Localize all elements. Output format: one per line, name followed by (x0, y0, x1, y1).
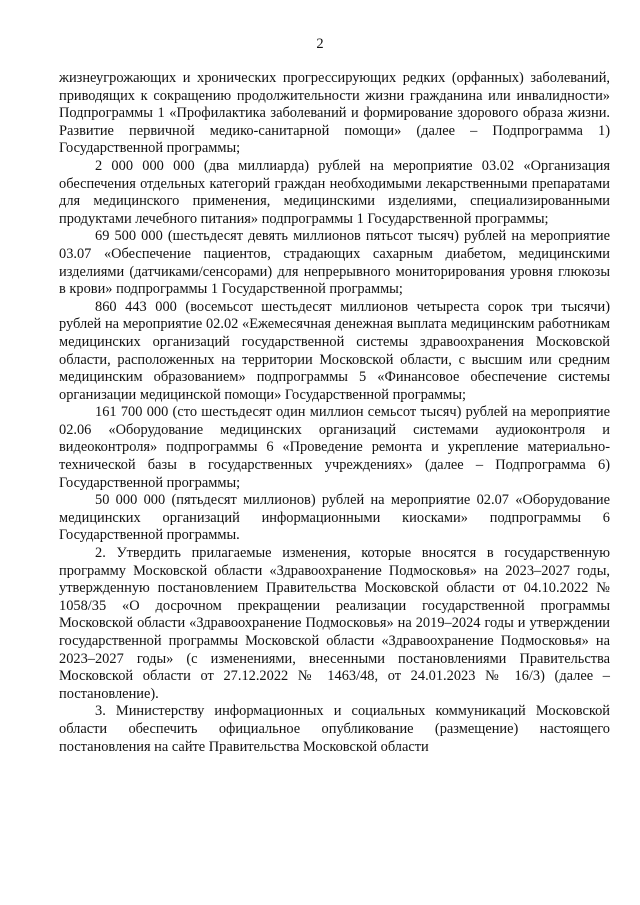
paragraph-allocation-0307: 69 500 000 (шестьдесят девять миллионов пятьсот тысяч) рублей на мероприятие 03.07 «Обеспечение пациентов, страдающих сахарным диабетом, медицинскими изделиями (датчиками/сенсорами) для непрерывного мониторирования уровня глюкозы в крови» подпрограммы 1 Государственной программы; (59, 228, 610, 298)
paragraph-item-2: 2. Утвердить прилагаемые изменения, которые вносятся в государственную программу Московской области «Здравоохранение Подмосковья» на 2023–2027 годы, утвержденную постановлением Правительства Московской области от 04.10.2022 № 1058/35 «О досрочном прекращении реализации государственной программы Московской области «Здравоохранение Подмосковья» на 2019–2024 годы и утверждении государственной программы Московской области «Здравоохранение Подмосковья» на 2023–2027 годы» (с изменениями, внесенными постановлениями Правительства Московской области от 27.12.2022 № 1463/48, от 24.01.2023 № 16/3) (далее – постановление). (59, 545, 610, 702)
paragraph-item-3: 3. Министерству информационных и социальных коммуникаций Московской области обеспечить официальное опубликование (размещение) настоящего постановления на сайте Правительства Московской области (59, 703, 610, 755)
paragraph-allocation-0207: 50 000 000 (пятьдесят миллионов) рублей на мероприятие 02.07 «Оборудование медицинских организаций информационными киосками» подпрограммы 6 Государственной программы. (59, 492, 610, 544)
paragraph-allocation-0202: 860 443 000 (восемьсот шестьдесят миллионов четыреста сорок три тысячи) рублей на мероприятие 02.02 «Ежемесячная денежная выплата медицинским работникам медицинских организаций государственной системы здравоохранения Московской области, расположенных на территории Московской области, с высшим или средним медицинским образованием» подпрограммы 5 «Финансовое обеспечение системы организации медицинской помощи» Государственной программы; (59, 298, 610, 403)
paragraph-allocation-0206: 161 700 000 (сто шестьдесят один миллион семьсот тысяч) рублей на мероприятие 02.06 «Оборудование медицинских организаций системами аудиоконтроля и видеоконтроля» подпрограммы 6 «Проведение ремонта и укрепление материально-технической базы в государственных учреждениях» (далее – Подпрограмма 6) Государственной программы; (59, 404, 610, 491)
paragraph-allocation-0302: 2 000 000 000 (два миллиарда) рублей на мероприятие 03.02 «Организация обеспечения отдельных категорий граждан необходимыми лекарственными препаратами для медицинского применения, медицинскими изделиями, специализированными продуктами лечебного питания» подпрограммы 1 Государственной программы; (59, 157, 610, 227)
document-body (59, 70, 610, 756)
paragraph-continuation: жизнеугрожающих и хронических прогрессирующих редких (орфанных) заболеваний, приводящих к сокращению продолжительности жизни гражданина или инвалидности» Подпрограммы 1 «Профилактика заболеваний и формирование здорового образа жизни. Развитие первичной медико-санитарной помощи» (далее – Подпрограмма 1) Государственной программы; (59, 70, 610, 157)
page-number: 2 (316, 36, 324, 52)
